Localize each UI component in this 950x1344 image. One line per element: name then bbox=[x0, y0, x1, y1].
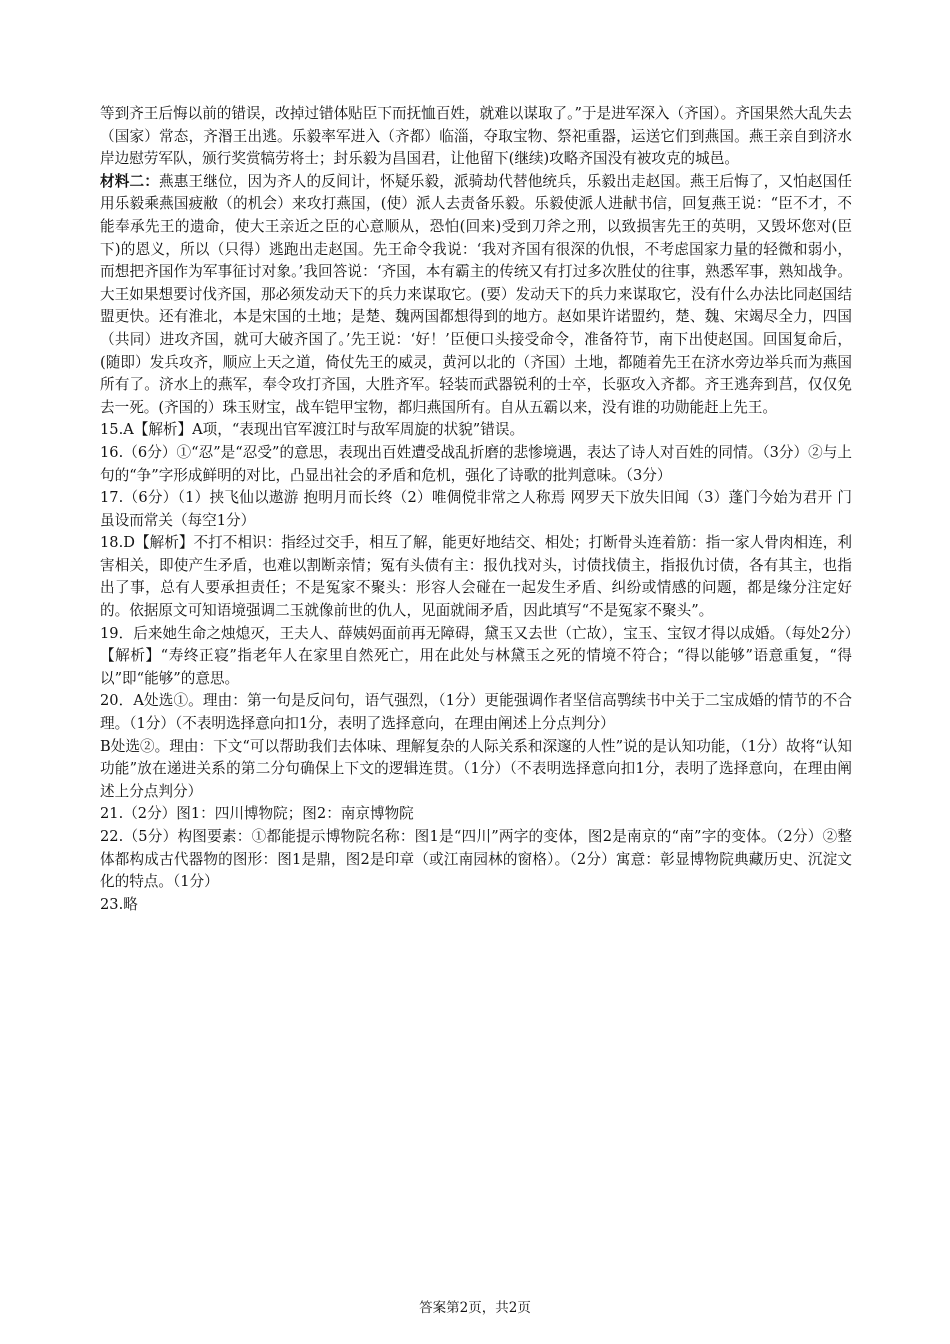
answer-21: 21.（2分）图1：四川博物院；图2：南京博物院 bbox=[100, 805, 414, 823]
translation-paragraph-1: 等到齐王后悔以前的错误，改掉过错体贴臣下而抚恤百姓，就难以谋取了。”于是进军深入（齐国）。齐国果然大乱失去（国家）常态，齐湣王出逃。乐毅率军进入（齐都）临淄，夺取宝物、祭祀重器，运送它们到燕国。燕王亲自到济水岸边慰劳军队，颁行奖赏犒劳将士；封乐毅为昌国君，让他留下(继续)攻略齐国没有被攻克的城邑。 bbox=[100, 105, 852, 168]
translation-paragraph-2 bbox=[100, 171, 852, 420]
answer-23: 23.略 bbox=[100, 895, 138, 913]
answer-15: 15.A【解析】A项，“表现出官军渡江时与敌军周旋的状貌”错误。 bbox=[100, 421, 525, 439]
material-text: 燕惠王继位，因为齐人的反间计，怀疑乐毅，派骑劫代替他统兵，乐毅出走赵国。燕王后悔了，又怕赵国任用乐毅乘燕国疲敝（的机会）来攻打燕国，(使）派人去责备乐毅。乐毅使派人进献书信，回复燕王说：“臣不才，不能奉承先王的遗命，使大王亲近之臣的心意顺从，恐怕(回来)受到刀斧之刑，以致损害先王的英明，又毁坏您对(臣下)的恩义，所以（只得）逃跑出走赵国。先王命令我说：‘我对齐国有很深的仇恨，不考虑国家力量的轻微和弱小，而想把齐国作为军事征讨对象。’我回答说：‘齐国，本有霸主的传统又有打过多次胜仗的往事，熟悉军事，熟知战争。大王如果想要讨伐齐国，那必须发动天下的兵力来谋取它。(要）发动天下的兵力来谋取它，没有什么办法比同赵国结盟更快。还有淮北，本是宋国的土地；是楚、魏两国都想得到的地方。赵如果许诺盟约，楚、魏、宋竭尽全力，四国（共同）进攻齐国，就可大破齐国了。’先王说：‘好！’臣便口头接受命令，准备符节，南下出使赵国。回国复命后，(随即）发兵攻齐，顺应上天之道，倚仗先王的威灵，黄河以北的（齐国）土地，都随着先王在济水旁边举兵而为燕国所有了。济水上的燕军，奉令攻打齐国，大胜齐军。轻装而武器锐利的士卒，长驱攻入齐都。齐王逃奔到莒，仅仅免去一死。(齐国的）珠玉财宝，战车铠甲宝物，都归燕国所有。自从五霸以来，没有谁的功勋能赶上先王。 bbox=[100, 172, 852, 416]
answer-17: 17.（6分）（1）挟飞仙以遨游 抱明月而长终（2）唯倜傥非常之人称焉 网罗天下放失旧闻（3）蓬门今始为君开 门虽设而常关（每空1分） bbox=[100, 489, 852, 529]
answer-content bbox=[100, 103, 852, 916]
answer-18: 18.D【解析】不打不相识：指经过交手，相互了解，能更好地结交、相处；打断骨头连着筋：指一家人骨肉相连，利害相关，即使产生矛盾，也难以割断亲情；冤有头债有主：报仇找对头，讨债找债主，指报仇讨债，各有其主，也指出了事，总有人要承担责任；不是冤家不聚头：形容人会碰在一起发生矛盾、纠纷或情感的问题，都是缘分注定好的。依据原文可知语境强调二玉就像前世的仇人，见面就闹矛盾，因此填写“不是冤家不聚头”。 bbox=[100, 534, 852, 620]
answer-20b: B处选②。理由：下文“可以帮助我们去体味、理解复杂的人际关系和深邃的人性”说的是认知功能，（1分）故将“认知功能”放在递进关系的第二分句确保上下文的逻辑连贯。（1分）（不表明选择意向扣1分，表明了选择意向，在理由阐述上分点判分） bbox=[100, 737, 852, 800]
answer-16: 16.（6分）①“忍”是“忍受”的意思，表现出百姓遭受战乱折磨的悲惨境遇，表达了诗人对百姓的同情。（3分）②与上句的“争”字形成鲜明的对比，凸显出社会的矛盾和危机，强化了诗歌的批判意味。（3分） bbox=[100, 443, 852, 484]
answer-19: 19．后来她生命之烛熄灭，王夫人、薛姨妈面前再无障碍，黛玉又去世（亡故），宝玉、宝钗才得以成婚。（每处2分）【解析】“寿终正寝”指老年人在家里自然死亡，用在此处与林黛玉之死的情境不符合；“得以能够”语意重复，“得以”即“能够”的意思。 bbox=[100, 624, 852, 687]
answer-22: 22.（5分）构图要素：①都能提示博物院名称：图1是“四川”两字的变体，图2是南京的“南”字的变体。（2分）②整体都构成古代器物的图形：图1是鼎，图2是印章（或江南园林的窗格）。（2分）寓意：彰显博物院典藏历史、沉淀文化的特点。（1分） bbox=[100, 828, 852, 891]
material-label: 材料二： bbox=[100, 172, 159, 190]
answer-20a: 20．A处选①。理由：第一句是反问句，语气强烈，（1分）更能强调作者坚信高鹗续书中关于二宝成婚的情节的不合理。（1分）（不表明选择意向扣1分，表明了选择意向，在理由阐述上分点判分） bbox=[100, 692, 852, 733]
page-footer: 答案第2页，共2页 bbox=[419, 1300, 531, 1316]
